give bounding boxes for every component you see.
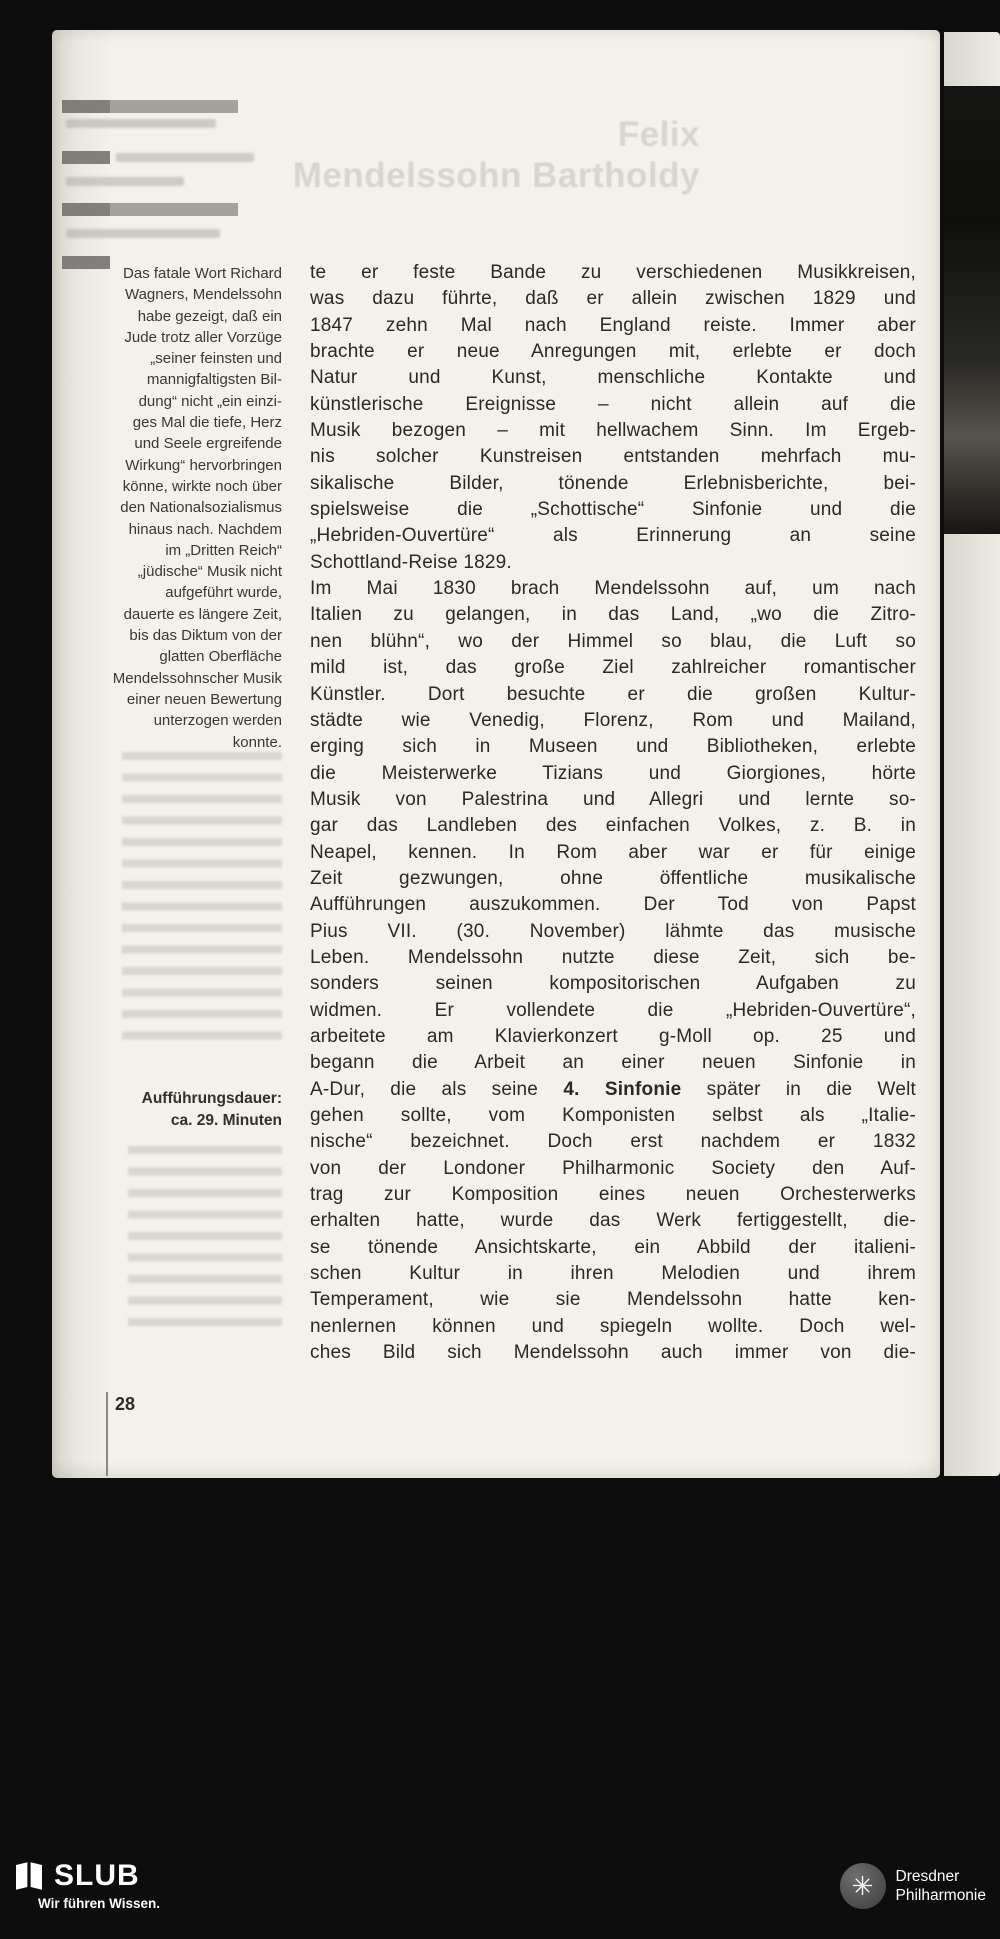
text-line: A-Dur, die als seine 4. Sinfonie später in die Welt (310, 1078, 916, 1100)
text-line: Aufführungen auszukommen. Der Tod von Papst (310, 894, 916, 916)
open-book-icon (12, 1859, 46, 1893)
marginal-note (102, 263, 282, 753)
text-line: Temperament, wie sie Mendelssohn hatte ken- (310, 1289, 916, 1311)
text-line: nis solcher Kunstreisen entstanden mehrfach mu- (310, 446, 916, 468)
text-line: Leben. Mendelssohn nutzte diese Zeit, sich be- (310, 946, 916, 968)
text-line: erhalten hatte, wurde das Werk fertiggestellt, die- (310, 1210, 916, 1232)
pinwheel-glyph-icon: ✳ (851, 1871, 874, 1901)
duration-value: ca. 29. Minuten (170, 1112, 282, 1129)
ghost-tab-bar (62, 203, 238, 216)
ghost-text-line (66, 229, 220, 238)
ghost-text-line (66, 177, 184, 186)
text-line: glatten Oberfläche (159, 648, 282, 666)
text-line: te er feste Bande zu verschiedenen Musikkreisen, (310, 262, 916, 283)
text-line: trag zur Komposition eines neuen Orchesterwerks (310, 1184, 916, 1206)
text-line: Musik bezogen – mit hellwachem Sinn. Im Ergeb- (310, 420, 916, 442)
text-line: schen Kultur in ihren Melodien und ihrem (310, 1263, 916, 1285)
adjacent-page-photo-edge (944, 86, 1000, 534)
page-number-rule (106, 1392, 108, 1476)
text-line: sonders seinen kompositorischen Aufgaben zu (310, 973, 916, 995)
text-line: was dazu führte, daß er allein zwischen 1829 und (310, 288, 916, 310)
dresdner-philharmonie-logo (840, 1863, 986, 1909)
text-line: gehen sollte, vom Komponisten selbst als „Italie- (310, 1105, 916, 1126)
adjacent-page-edge (944, 32, 1000, 1476)
performance-duration (102, 1088, 282, 1132)
text-line: mild ist, das große Ziel zahlreicher romantischer (310, 657, 916, 679)
text-line: die Meisterwerke Tizians und Giorgiones, hörte (310, 762, 916, 784)
text-line: von der Londoner Philharmonic Society den Auf- (310, 1157, 916, 1179)
text-line: Neapel, kennen. In Rom aber war er für einige (310, 841, 916, 863)
text-line: Wagners, Mendelssohn (124, 286, 282, 304)
text-line: Das fatale Wort Richard (123, 265, 282, 282)
text-line: Pius VII. (30. November) lähmte das musische (310, 920, 916, 942)
ghost-showthrough-block (128, 1146, 282, 1336)
duration-label: Aufführungsdauer: (141, 1090, 282, 1107)
text-line: erging sich in Museen und Bibliotheken, erlebte (310, 736, 916, 758)
text-line: brachte er neue Anregungen mit, erlebte er doch (310, 341, 916, 363)
chapter-heading-ghost (293, 114, 700, 196)
text-line: dung“ nicht „ein einzi- (138, 392, 282, 410)
text-line: „Hebriden-Ouvertüre“ als Erinnerung an seine (310, 525, 916, 547)
text-line: aufgeführt wurde, (165, 584, 282, 602)
text-line: ges Mal die tiefe, Herz (132, 414, 282, 432)
text-line: Italien zu gelangen, in das Land, „wo die Zitro- (310, 604, 916, 626)
text-line: Mendelssohnscher Musik (112, 669, 282, 687)
text-line: nenlernen können und spiegeln wollte. Doch wel- (310, 1315, 916, 1337)
text-line: widmen. Er vollendete die „Hebriden-Ouvertüre“, (310, 999, 916, 1021)
page-number: 28 (115, 1394, 136, 1414)
text-line: Jude trotz aller Vorzüge (124, 328, 282, 346)
ghost-text-line (116, 153, 254, 162)
slub-tagline: Wir führen Wissen. (38, 1896, 161, 1911)
text-line: Schottland-Reise 1829. (310, 551, 512, 573)
text-line: konnte. (232, 733, 282, 751)
text-line: städte wie Venedig, Florenz, Rom und Mailand, (310, 709, 916, 731)
ghost-showthrough-block (122, 752, 282, 1042)
text-line: bis das Diktum von der (129, 627, 282, 645)
slub-logo (12, 1859, 160, 1911)
viewer-footer (0, 1855, 1000, 1939)
text-line: im „Dritten Reich“ (165, 541, 282, 559)
ghost-tab-bar (62, 151, 110, 164)
philharmonie-name-line1: Dresdner (895, 1868, 960, 1885)
ghost-text-line (66, 119, 216, 128)
text-line: nen blühn“, wo der Himmel so blau, die Luft so (310, 630, 916, 652)
text-line: einer neuen Bewertung (126, 690, 282, 708)
text-line: Natur und Kunst, menschliche Kontakte und (310, 367, 916, 389)
chapter-heading-line1: Felix (617, 115, 700, 154)
chapter-heading-line2: Mendelssohn Bartholdy (292, 156, 700, 195)
text-line: Künstler. Dort besuchte er die großen Kultur- (310, 683, 916, 705)
text-line: spielsweise die „Schottische“ Sinfonie und die (310, 499, 916, 521)
text-line: gar das Landleben des einfachen Volkes, z. B. in (310, 815, 916, 837)
text-line: „jüdische“ Musik nicht (137, 563, 282, 581)
text-line: dauerte es längere Zeit, (123, 605, 282, 623)
slub-wordmark: SLUB (54, 1859, 140, 1892)
text-line: ches Bild sich Mendelssohn auch immer von die- (310, 1342, 916, 1364)
text-line: arbeitete am Klavierkonzert g-Moll op. 25 und (310, 1025, 916, 1047)
text-line: unterzogen werden (153, 712, 282, 730)
text-line: sikalische Bilder, tönende Erlebnisberichte, bei- (310, 472, 916, 494)
text-line: Zeit gezwungen, ohne öffentliche musikalische (310, 867, 916, 889)
ghost-tab-bar (62, 100, 238, 113)
text-line: Wirkung“ hervorbringen (125, 456, 282, 474)
text-line: Musik von Palestrina und Allegri und lernte so- (310, 788, 916, 810)
text-line: nische“ bezeichnet. Doch erst nachdem er 1832 (310, 1131, 916, 1153)
text-line: den Nationalsozialismus (120, 499, 282, 517)
text-line: Im Mai 1830 brach Mendelssohn auf, um nach (310, 578, 916, 600)
philharmonie-emblem-icon (840, 1863, 886, 1909)
text-line: und Seele ergreifende (134, 435, 282, 453)
scanned-page (52, 30, 940, 1478)
philharmonie-name-line2: Philharmonie (895, 1887, 986, 1904)
text-line: künstlerische Ereignisse – nicht allein auf die (310, 393, 916, 415)
body-text (310, 260, 916, 1366)
text-line: begann die Arbeit an einer neuen Sinfonie in (310, 1052, 916, 1074)
text-line: „seiner feinsten und (150, 350, 282, 368)
text-line: se tönende Ansichtskarte, ein Abbild der italieni- (310, 1236, 916, 1258)
text-line: habe gezeigt, daß ein (137, 307, 282, 325)
text-line: mannigfaltigsten Bil- (146, 371, 282, 389)
text-line: könne, wirkte noch über (122, 477, 282, 495)
text-line: 1847 zehn Mal nach England reiste. Immer aber (310, 314, 916, 336)
text-line: hinaus nach. Nachdem (128, 520, 282, 538)
